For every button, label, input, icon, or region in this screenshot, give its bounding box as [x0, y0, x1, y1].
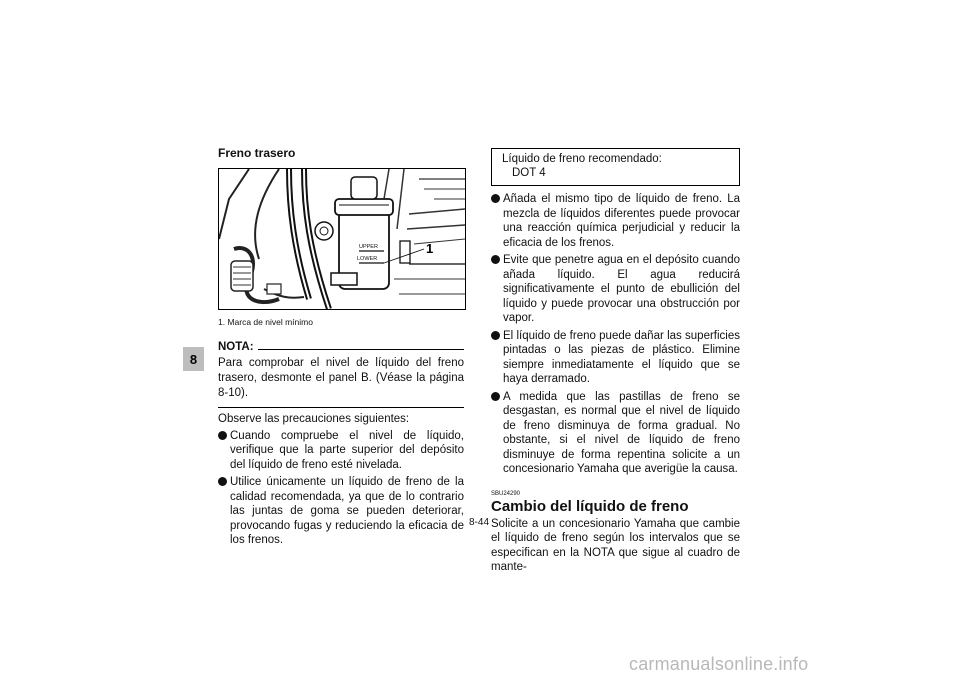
right-bullet-list — [491, 192, 740, 477]
list-item: Cuando compruebe el nivel de líquido, verifique que la parte superior del depósito del líquido de freno esté nivelada. — [218, 429, 464, 473]
list-item: El líquido de freno puede dañar las superficies pintadas o las piezas de plástico. Elimine siempre inmediatamente el líquido que se haya derramado. — [491, 329, 740, 387]
precautions-intro: Observe las precauciones siguientes: — [218, 413, 410, 425]
nota-header — [218, 341, 464, 353]
page-number: 8-44 — [469, 517, 490, 528]
brake-reservoir-figure — [218, 168, 466, 310]
bullet-icon — [491, 194, 500, 203]
section-heading-brake-fluid-change: Cambio del líquido de freno — [491, 497, 689, 515]
left-bullet-list — [218, 429, 464, 548]
bullet-icon — [491, 331, 500, 340]
bullet-icon — [491, 255, 500, 264]
nota-end-rule — [218, 407, 464, 408]
list-item: A medida que las pastillas de freno se desgastan, es normal que el nivel de líquido de freno disminuya de forma gradual. No obstante, si el nivel de líquido de freno disminuye de forma repentina solicite a un concesionario Yamaha que averigüe la causa. — [491, 390, 740, 477]
bullet-icon — [491, 392, 500, 401]
section-title-rear-brake: Freno trasero — [218, 146, 296, 160]
fluid-box-title: Líquido de freno recomendado: — [502, 153, 662, 165]
section-code: SBU24290 — [491, 490, 521, 497]
nota-rule — [258, 349, 464, 350]
list-item: Utilice únicamente un líquido de freno de la calidad recomendada, ya que de lo contrario las juntas de goma se pueden deteriorar, provocando fugas y reduciendo la eficacia de los frenos. — [218, 475, 464, 548]
list-item: Añada el mismo tipo de líquido de freno. La mezcla de líquidos diferentes puede provocar una reacción química perjudicial y reducir la eficacia de los frenos. — [491, 192, 740, 250]
left-column — [218, 146, 464, 551]
reservoir-illustration — [219, 169, 465, 309]
nota-label: NOTA: — [218, 341, 254, 353]
bullet-icon — [218, 477, 227, 486]
lower-mark-label: LOWER — [357, 256, 378, 262]
watermark-text: carmanualsonline.info — [629, 654, 809, 674]
chapter-tab: 8 — [183, 347, 204, 371]
bullet-icon — [218, 431, 227, 440]
callout-number: 1 — [426, 241, 434, 256]
figure-caption: 1. Marca de nivel mínimo — [218, 317, 313, 327]
recommended-fluid-box — [491, 148, 740, 186]
right-column — [491, 148, 740, 575]
fluid-box-value: DOT 4 — [512, 167, 546, 179]
upper-mark-label: UPPER — [359, 244, 378, 250]
nota-text: Para comprobar el nivel de líquido del freno trasero, desmonte el panel B. (Véase la página 8-10). — [218, 357, 464, 399]
list-item: Evite que penetre agua en el depósito cuando añada líquido. El agua reducirá significativamente el punto de ebullición del líquido y puede provocar una obstrucción por vapor. — [491, 253, 740, 326]
section-text: Solicite a un concesionario Yamaha que cambie el líquido de freno según los intervalos que se especifican en la NOTA que sigue al cuadro de mante- — [491, 517, 740, 573]
